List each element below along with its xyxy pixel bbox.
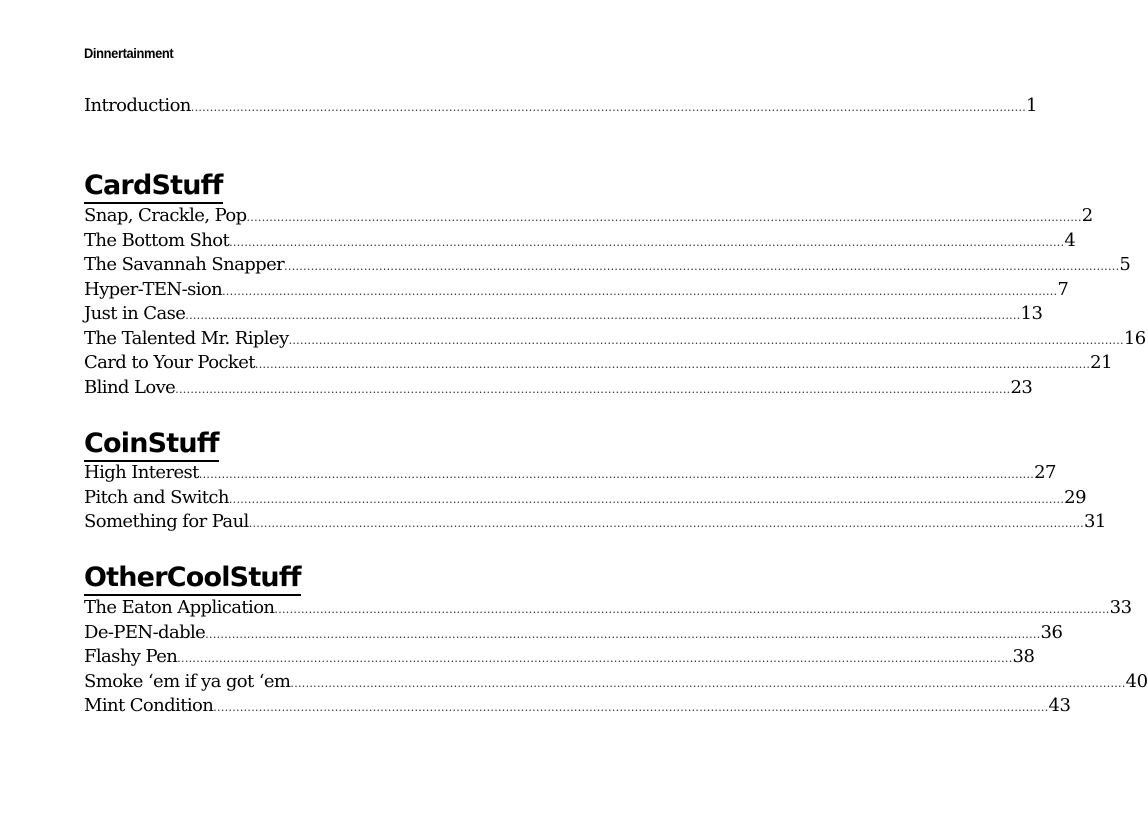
toc-entry-page: 7 — [1057, 279, 1069, 300]
toc-entry-title: Flashy Pen — [84, 646, 178, 667]
toc-entry-title: Smoke ‘em if ya got ‘em — [84, 671, 291, 692]
toc-entry-page: 40 — [1125, 671, 1148, 692]
dot-leader: ............................................................................................................................................................................................................................ — [228, 493, 1065, 506]
toc-entry — [84, 596, 1132, 620]
toc-entry-page: 36 — [1040, 622, 1063, 643]
toc-entry-introduction — [84, 94, 1037, 118]
dot-leader: ............................................................................................................................................................................................................................ — [246, 211, 1082, 224]
toc-entry-title: The Eaton Application — [84, 597, 275, 618]
toc-entry-page: 31 — [1083, 511, 1106, 532]
section-heading-cardstuff: CardStuff — [84, 170, 223, 204]
toc-entry-page: 4 — [1064, 230, 1076, 251]
dot-leader: ............................................................................................................................................................................................................................ — [284, 260, 1120, 273]
toc-entry-title: De-PEN-dable — [84, 622, 206, 643]
toc-entry — [84, 461, 1056, 485]
toc-entry-title: The Talented Mr. Ripley — [84, 328, 289, 349]
toc-entry-title: The Bottom Shot — [84, 230, 230, 251]
toc-entry-page: 5 — [1119, 254, 1131, 275]
dot-leader: ............................................................................................................................................................................................................................ — [290, 677, 1126, 690]
toc-entry — [84, 376, 1033, 400]
toc-entry-title: Pitch and Switch — [84, 487, 229, 508]
book-title: Dinnertainment — [84, 45, 174, 61]
dot-leader: ............................................................................................................................................................................................................................ — [213, 701, 1049, 714]
toc-entry — [84, 486, 1087, 510]
dot-leader: ............................................................................................................................................................................................................................ — [175, 383, 1011, 396]
toc-entry-title: Card to Your Pocket — [84, 352, 255, 373]
toc-entry-page: 38 — [1012, 646, 1035, 667]
toc-entry — [84, 351, 1113, 375]
dot-leader: ............................................................................................................................................................................................................................ — [288, 334, 1124, 347]
toc-entry-page: 1 — [1026, 95, 1037, 116]
dot-leader: ............................................................................................................................................................................................................................ — [185, 309, 1021, 322]
dot-leader: ............................................................................................................................................................................................................................ — [222, 285, 1058, 298]
dot-leader: ............................................................................................................................................................................................................................ — [205, 628, 1041, 641]
toc-entry — [84, 694, 1071, 718]
toc-entry — [84, 229, 1076, 253]
section-heading-othercoolstuff: OtherCoolStuff — [84, 562, 301, 596]
toc-entry-page: 33 — [1109, 597, 1132, 618]
toc-entry — [84, 670, 1148, 694]
toc-entry — [84, 204, 1093, 228]
toc-entry-page: 13 — [1020, 303, 1043, 324]
toc-entry-page: 27 — [1034, 462, 1056, 483]
dot-leader: ............................................................................................................................................................................................................................ — [190, 101, 1027, 114]
dot-leader: ............................................................................................................................................................................................................................ — [254, 358, 1091, 371]
toc-entry-title: High Interest — [84, 462, 199, 483]
toc-entry-page: 23 — [1010, 377, 1033, 398]
toc-entry-title: Blind Love — [84, 377, 176, 398]
toc-entry-page: 16 — [1123, 328, 1146, 349]
dot-leader: ............................................................................................................................................................................................................................ — [248, 517, 1084, 530]
toc-entry-page: 43 — [1048, 695, 1071, 716]
dot-leader: ............................................................................................................................................................................................................................ — [177, 652, 1013, 665]
dot-leader: ............................................................................................................................................................................................................................ — [229, 236, 1065, 249]
section-heading-coinstuff: CoinStuff — [84, 428, 219, 462]
toc-entry-title: The Savannah Snapper — [84, 254, 285, 275]
dot-leader: ............................................................................................................................................................................................................................ — [198, 468, 1035, 481]
toc-entry-title: Something for Paul — [84, 511, 249, 532]
toc-entry-page: 29 — [1064, 487, 1087, 508]
toc-entry — [84, 278, 1069, 302]
toc-entry — [84, 327, 1146, 351]
toc-entry-title: Mint Condition — [84, 695, 214, 716]
dot-leader: ............................................................................................................................................................................................................................ — [274, 603, 1110, 616]
toc-entry-title: Introduction — [84, 95, 191, 116]
toc-entry — [84, 621, 1063, 645]
toc-entry — [84, 645, 1035, 669]
toc-entry — [84, 253, 1131, 277]
toc-entry-title: Hyper-TEN-sion — [84, 279, 223, 300]
toc-entry-page: 21 — [1090, 352, 1113, 373]
toc-entry-title: Snap, Crackle, Pop — [84, 205, 247, 226]
toc-entry — [84, 510, 1106, 534]
toc-entry — [84, 302, 1043, 326]
toc-entry-title: Just in Case — [84, 303, 186, 324]
toc-entry-page: 2 — [1081, 205, 1093, 226]
